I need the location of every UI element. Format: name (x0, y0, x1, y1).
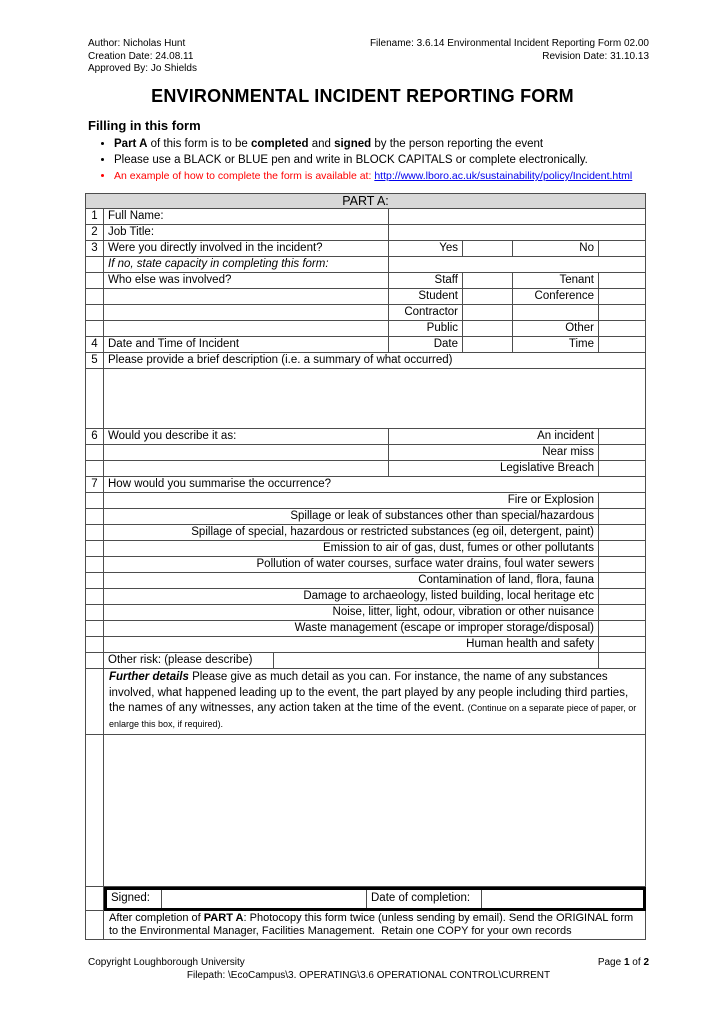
legislative-breach-checkbox-cell[interactable] (599, 461, 646, 477)
other-risk-checkbox-cell[interactable] (599, 653, 646, 669)
an-incident-label: An incident (389, 429, 599, 445)
emission-air-label: Emission to air of gas, dust, fumes or other pollutants (104, 541, 599, 557)
row-number (86, 509, 104, 525)
full-name-input[interactable] (389, 209, 646, 225)
conference-label: Conference (513, 289, 599, 305)
filling-heading: Filling in this form (88, 118, 201, 133)
row-further-details (86, 669, 646, 735)
row-near-miss (86, 445, 646, 461)
meta-left (88, 38, 197, 76)
waste-management-checkbox-cell[interactable] (599, 621, 646, 637)
row-public-other (86, 321, 646, 337)
row-number (86, 887, 104, 911)
row-date-time-incident (86, 337, 646, 353)
damage-archaeology-checkbox-cell[interactable] (599, 589, 646, 605)
empty-question-cell (104, 321, 389, 337)
spillage-leak-label: Spillage or leak of substances other than special/hazardous (104, 509, 599, 525)
signed-box (104, 887, 646, 911)
meta-filename: Filename: 3.6.14 Environmental Incident Reporting Form 02.00 (369, 38, 649, 49)
row-number (86, 461, 104, 477)
empty-question-cell (104, 305, 389, 321)
describe-as-label: Would you describe it as: (104, 429, 389, 445)
filling-section (88, 118, 649, 184)
row-occurrence-option (86, 621, 646, 637)
row-job-title (86, 225, 646, 241)
if-no-capacity-input[interactable] (389, 257, 646, 273)
contractor-checkbox-cell[interactable] (463, 305, 513, 321)
contamination-land-label: Contamination of land, flora, fauna (104, 573, 599, 589)
after-completion-text: After completion of PART A: Photocopy this form twice (unless sending by email). Send the ORIGINAL form to the Environmental Manager, Facilities Management. Retain one COPY for your own records (104, 911, 646, 940)
row-contractor (86, 305, 646, 321)
row-further-details-input (86, 735, 646, 887)
job-title-input[interactable] (389, 225, 646, 241)
pollution-water-label: Pollution of water courses, surface water drains, foul water sewers (104, 557, 599, 573)
row-number (86, 445, 104, 461)
row-other-risk (86, 653, 646, 669)
copyright-text: Copyright Loughborough University (88, 957, 245, 968)
fire-explosion-checkbox-cell[interactable] (599, 493, 646, 509)
other-risk-label: Other risk: (please describe) (104, 653, 274, 669)
row-legislative-breach (86, 461, 646, 477)
human-health-label: Human health and safety (104, 637, 599, 653)
contamination-land-checkbox-cell[interactable] (599, 573, 646, 589)
row-brief-description-input (86, 369, 646, 429)
brief-description-label: Please provide a brief description (i.e. a summary of what occurred) (104, 353, 646, 369)
row-number: 3 (86, 241, 104, 257)
damage-archaeology-label: Damage to archaeology, listed building, local heritage etc (104, 589, 599, 605)
near-miss-checkbox-cell[interactable] (599, 445, 646, 461)
row-occurrence-option (86, 509, 646, 525)
legislative-breach-label: Legislative Breach (389, 461, 599, 477)
spillage-special-label: Spillage of special, hazardous or restricted substances (eg oil, detergent, paint) (104, 525, 599, 541)
row-number: 5 (86, 353, 104, 369)
row-number (86, 911, 104, 940)
student-checkbox-cell[interactable] (463, 289, 513, 305)
full-name-label: Full Name: (104, 209, 389, 225)
row-number (86, 637, 104, 653)
row-occurrence-option (86, 493, 646, 509)
row-number: 7 (86, 477, 104, 493)
row-number (86, 305, 104, 321)
row-student-conference (86, 289, 646, 305)
part-a-table (85, 193, 646, 940)
row-directly-involved (86, 241, 646, 257)
row-brief-description-label (86, 353, 646, 369)
row-who-else-staff-tenant (86, 273, 646, 289)
row-number: 6 (86, 429, 104, 445)
directly-involved-label: Were you directly involved in the incident? (104, 241, 389, 257)
page-title: ENVIRONMENTAL INCIDENT REPORTING FORM (151, 86, 574, 106)
document-meta (88, 38, 649, 76)
meta-approved-by: Approved By: Jo Shields (88, 63, 197, 74)
row-occurrence-option (86, 589, 646, 605)
row-full-name (86, 209, 646, 225)
time-input-cell[interactable] (599, 337, 646, 353)
meta-author: Author: Nicholas Hunt (88, 38, 186, 49)
row-number (86, 557, 104, 573)
public-checkbox-cell[interactable] (463, 321, 513, 337)
conference-checkbox-cell[interactable] (599, 289, 646, 305)
row-number (86, 541, 104, 557)
bullet-part-a: • Part A of this form is to be completed and signed by the person reporting the event (114, 136, 649, 152)
brief-description-input[interactable] (104, 369, 646, 429)
row-number (86, 589, 104, 605)
empty-label-cell (513, 305, 599, 321)
further-details-input[interactable] (104, 735, 646, 887)
row-summarise-occurrence (86, 477, 646, 493)
meta-revision-date: Revision Date: 31.10.13 (542, 50, 649, 62)
emission-air-checkbox-cell[interactable] (599, 541, 646, 557)
row-number (86, 573, 104, 589)
date-label: Date (389, 337, 463, 353)
row-signed (86, 887, 646, 911)
yes-checkbox-cell[interactable] (463, 241, 513, 257)
row-number (86, 653, 104, 669)
staff-label: Staff (389, 273, 463, 289)
date-time-label: Date and Time of Incident (104, 337, 389, 353)
filepath-text: Filepath: \EcoCampus\3. OPERATING\3.6 OPERATIONAL CONTROL\CURRENT (186, 969, 551, 981)
bullet-example-warning: • An example of how to complete the form is available at: http://www.lboro.ac.uk/sustainability/policy/Incident.html (114, 168, 649, 184)
contractor-label: Contractor (389, 305, 463, 321)
if-no-capacity-label: If no, state capacity in completing this form: (104, 257, 389, 273)
student-label: Student (389, 289, 463, 305)
no-label: No (513, 241, 599, 257)
example-link[interactable]: http://www.lboro.ac.uk/sustainability/policy/Incident.html (374, 170, 633, 182)
row-describe-incident (86, 429, 646, 445)
date-of-completion-input[interactable] (482, 890, 643, 908)
meta-right (370, 38, 649, 76)
row-number (86, 735, 104, 887)
tenant-label: Tenant (513, 273, 599, 289)
noise-nuisance-label: Noise, litter, light, odour, vibration or other nuisance (104, 605, 599, 621)
other-checkbox-cell[interactable] (599, 321, 646, 337)
summarise-occurrence-label: How would you summarise the occurrence? (104, 477, 646, 493)
yes-label: Yes (389, 241, 463, 257)
time-label: Time (513, 337, 599, 353)
row-number (86, 289, 104, 305)
an-incident-checkbox-cell[interactable] (599, 429, 646, 445)
empty-checkbox-cell[interactable] (599, 305, 646, 321)
row-occurrence-option (86, 605, 646, 621)
row-number (86, 493, 104, 509)
meta-creation-date: Creation Date: 24.08.11 (88, 50, 194, 62)
other-label: Other (513, 321, 599, 337)
row-number (86, 605, 104, 621)
spillage-special-checkbox-cell[interactable] (599, 525, 646, 541)
filling-bullets (88, 136, 649, 184)
row-occurrence-option (86, 573, 646, 589)
further-details-text: Further details Please give as much detail as you can. For instance, the name of any substances involved, what happened leading up to the event, the part played by any people including third parties, the names of any witnesses, any action taken at the time of the event. (Continue on a separate piece of paper, or enlarge this box, if required). (104, 669, 646, 735)
page-footer (88, 957, 649, 982)
part-a-header-row (86, 194, 646, 209)
row-number: 2 (86, 225, 104, 241)
part-a-header: PART A: (86, 194, 646, 209)
pollution-water-checkbox-cell[interactable] (599, 557, 646, 573)
row-number (86, 321, 104, 337)
other-risk-input[interactable] (274, 653, 599, 669)
spillage-leak-checkbox-cell[interactable] (599, 509, 646, 525)
job-title-label: Job Title: (104, 225, 389, 241)
who-else-label: Who else was involved? (104, 273, 389, 289)
row-number (86, 669, 104, 735)
empty-question-cell (104, 461, 389, 477)
empty-question-cell (104, 289, 389, 305)
row-after-completion (86, 911, 646, 940)
signed-label: Signed: (107, 890, 162, 908)
row-number (86, 257, 104, 273)
no-checkbox-cell[interactable] (599, 241, 646, 257)
row-number: 4 (86, 337, 104, 353)
row-occurrence-option (86, 637, 646, 653)
tenant-checkbox-cell[interactable] (599, 273, 646, 289)
date-input-cell[interactable] (463, 337, 513, 353)
waste-management-label: Waste management (escape or improper storage/disposal) (104, 621, 599, 637)
row-occurrence-option (86, 525, 646, 541)
empty-question-cell (104, 445, 389, 461)
public-label: Public (389, 321, 463, 337)
footer-top-line (88, 957, 649, 970)
row-number (86, 525, 104, 541)
staff-checkbox-cell[interactable] (463, 273, 513, 289)
row-if-no-capacity (86, 257, 646, 273)
row-number (86, 273, 104, 289)
row-number (86, 621, 104, 637)
near-miss-label: Near miss (389, 445, 599, 461)
signature-input[interactable] (162, 890, 367, 908)
row-occurrence-option (86, 557, 646, 573)
page-number: Page 1 of 2 (597, 957, 649, 968)
noise-nuisance-checkbox-cell[interactable] (599, 605, 646, 621)
row-number: 1 (86, 209, 104, 225)
bullet-pen-instructions: • Please use a BLACK or BLUE pen and write in BLOCK CAPITALS or complete electronically. (114, 152, 649, 168)
human-health-checkbox-cell[interactable] (599, 637, 646, 653)
row-occurrence-option (86, 541, 646, 557)
date-of-completion-label: Date of completion: (367, 890, 482, 908)
fire-explosion-label: Fire or Explosion (104, 493, 599, 509)
row-number (86, 369, 104, 429)
